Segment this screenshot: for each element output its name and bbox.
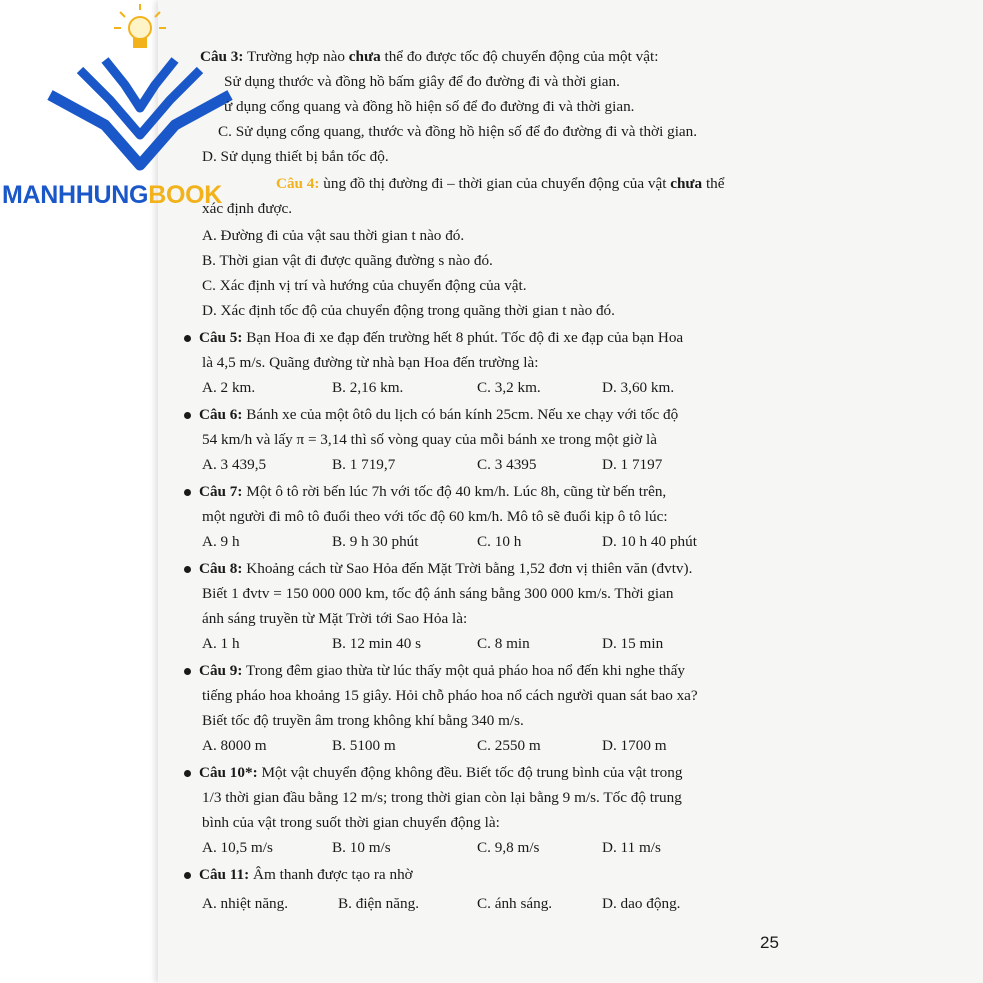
question-label: Câu 8:: [199, 560, 243, 577]
option-c: C. 10 h: [477, 533, 522, 550]
options-row: [178, 529, 798, 554]
option-d: D. Xác định tốc độ của chuyển động trong quãng thời gian t nào đó.: [202, 302, 615, 319]
option-c: C. 3 4395: [477, 456, 537, 473]
question-9-stem: [178, 658, 798, 683]
question-text-line2: là 4,5 m/s. Quãng đường từ nhà bạn Hoa đến trường là:: [202, 354, 539, 371]
option-d: D. 3,60 km.: [602, 379, 675, 396]
question-6: [178, 402, 798, 477]
option-d: D. dao động.: [602, 895, 681, 912]
option-b: B. 9 h 30 phút: [332, 533, 419, 550]
options-row: [178, 452, 798, 477]
option-b: B. 2,16 km.: [332, 379, 404, 396]
question-emphasis: chưa: [670, 175, 703, 192]
option-d: D. 10 h 40 phút: [602, 533, 697, 550]
question-8-stem: [178, 556, 798, 581]
option-b: ử dụng cổng quang và đồng hồ hiện số để đo đường đi và thời gian.: [224, 98, 635, 115]
question-7: [178, 479, 798, 554]
question-6-stem: [178, 402, 798, 427]
question-5: [178, 325, 798, 400]
option-b: B. 12 min 40 s: [332, 635, 422, 652]
question-text: thể: [702, 175, 725, 192]
question-text: Một vật chuyển động không đều. Biết tốc độ trung bình của vật trong: [257, 764, 683, 781]
option-a: A. 1 h: [202, 635, 240, 652]
question-emphasis: chưa: [348, 48, 381, 65]
question-8: [178, 556, 798, 656]
option-b: B. Thời gian vật đi được quãng đường s nào đó.: [202, 252, 493, 269]
question-10: [178, 760, 798, 860]
option-a: A. Đường đi của vật sau thời gian t nào đó.: [202, 227, 465, 244]
option-a: A. 10,5 m/s: [202, 839, 273, 856]
option-c: C. Sử dụng cổng quang, thước và đồng hồ hiện số để đo đường đi và thời gian.: [218, 123, 698, 140]
option-a: A. 2 km.: [202, 379, 256, 396]
question-label: Câu 5:: [199, 329, 243, 346]
option-d: D. 1700 m: [602, 737, 667, 754]
option-b: B. 5100 m: [332, 737, 396, 754]
option-a: A. 9 h: [202, 533, 240, 550]
question-text: Âm thanh được tạo ra nhờ: [249, 866, 413, 883]
questions-content: [178, 44, 798, 918]
question-3-stem: [178, 44, 798, 69]
question-text-line3: ánh sáng truyền từ Mặt Trời tới Sao Hỏa là:: [202, 610, 468, 627]
question-text-line3: bình của vật trong suốt thời gian chuyển động là:: [202, 814, 500, 831]
question-text: thể đo được tốc độ chuyển động của một vật:: [380, 48, 659, 65]
option-a: A. nhiệt năng.: [202, 895, 289, 912]
question-label: Câu 3:: [200, 48, 244, 65]
option-d: D. 11 m/s: [602, 839, 661, 856]
question-text-line2: Biết 1 đvtv = 150 000 000 km, tốc độ ánh sáng bằng 300 000 km/s. Thời gian: [202, 585, 674, 602]
question-4: [178, 171, 798, 323]
question-label: Câu 9:: [199, 662, 243, 679]
page-number: 25: [760, 933, 779, 952]
question-text-line3: Biết tốc độ truyền âm trong không khí bằng 340 m/s.: [202, 712, 524, 729]
option-b: B. 10 m/s: [332, 839, 391, 856]
option-c: C. Xác định vị trí và hướng của chuyển động của vật.: [202, 277, 527, 294]
question-5-stem: [178, 325, 798, 350]
option-c: C. 3,2 km.: [477, 379, 541, 396]
question-7-stem: [178, 479, 798, 504]
options-row: [178, 891, 798, 916]
option-a: Sử dụng thước và đồng hồ bấm giây để đo đường đi và thời gian.: [224, 73, 620, 90]
question-label: Câu 6:: [199, 406, 243, 423]
options-row: [178, 631, 798, 656]
logo-text-book: BOOK: [148, 181, 223, 209]
question-text: Trong đêm giao thừa từ lúc thấy một quả pháo hoa nổ đến khi nghe thấy: [242, 662, 685, 679]
question-text: ùng đồ thị đường đi – thời gian của chuyển động của vật: [319, 175, 671, 192]
option-c: C. 2550 m: [477, 737, 541, 754]
bullet-icon: [184, 335, 191, 342]
option-d: D. 15 min: [602, 635, 664, 652]
option-c: C. 9,8 m/s: [477, 839, 540, 856]
question-label: Câu 10*:: [199, 764, 258, 781]
question-label: Câu 11:: [199, 866, 250, 883]
question-label: Câu 4:: [276, 175, 320, 192]
question-text-line2: 1/3 thời gian đầu bằng 12 m/s; trong thời gian còn lại bằng 9 m/s. Tốc độ trung: [202, 789, 682, 806]
option-d: D. 1 7197: [602, 456, 663, 473]
options-row: [178, 835, 798, 860]
question-text-line2: 54 km/h và lấy π = 3,14 thì số vòng quay của mỗi bánh xe trong một giờ là: [202, 431, 657, 448]
question-11: [178, 862, 798, 916]
question-text: Khoảng cách từ Sao Hỏa đến Mặt Trời bằng 1,52 đơn vị thiên văn (đvtv).: [242, 560, 693, 577]
question-9: [178, 658, 798, 758]
question-text: Bánh xe của một ôtô du lịch có bán kính 25cm. Nếu xe chạy với tốc độ: [242, 406, 679, 423]
question-label: Câu 7:: [199, 483, 243, 500]
bullet-icon: [184, 412, 191, 419]
question-4-stem: [178, 171, 798, 196]
logo-text-manhhung: MANHHUNG: [2, 181, 149, 209]
bullet-icon: [184, 770, 191, 777]
bullet-icon: [184, 872, 191, 879]
option-a: A. 8000 m: [202, 737, 267, 754]
question-text-line2: tiếng pháo hoa khoảng 15 giây. Hỏi chỗ pháo hoa nổ cách người quan sát bao xa?: [202, 687, 698, 704]
options-row: [178, 375, 798, 400]
question-text-line2: một người đi mô tô đuổi theo với tốc độ 60 km/h. Mô tô sẽ đuổi kịp ô tô lúc:: [202, 508, 668, 525]
question-text: Bạn Hoa đi xe đạp đến trường hết 8 phút. Tốc độ đi xe đạp của bạn Hoa: [242, 329, 684, 346]
option-c: C. 8 min: [477, 635, 530, 652]
question-11-stem: [178, 862, 798, 887]
option-d: D. Sử dụng thiết bị bắn tốc độ.: [202, 148, 389, 165]
question-text: Một ô tô rời bến lúc 7h với tốc độ 40 km/h. Lúc 8h, cũng từ bến trên,: [242, 483, 667, 500]
option-a: A. 3 439,5: [202, 456, 267, 473]
option-b: B. 1 719,7: [332, 456, 396, 473]
option-c: C. ánh sáng.: [477, 895, 553, 912]
bullet-icon: [184, 489, 191, 496]
bullet-icon: [184, 566, 191, 573]
options-row: [178, 733, 798, 758]
question-10-stem: [178, 760, 798, 785]
question-text: Trường hợp nào: [243, 48, 349, 65]
option-b: B. điện năng.: [338, 895, 419, 912]
question-4-stem-line2: xác định được.: [202, 200, 293, 217]
question-3: [178, 44, 798, 169]
bullet-icon: [184, 668, 191, 675]
